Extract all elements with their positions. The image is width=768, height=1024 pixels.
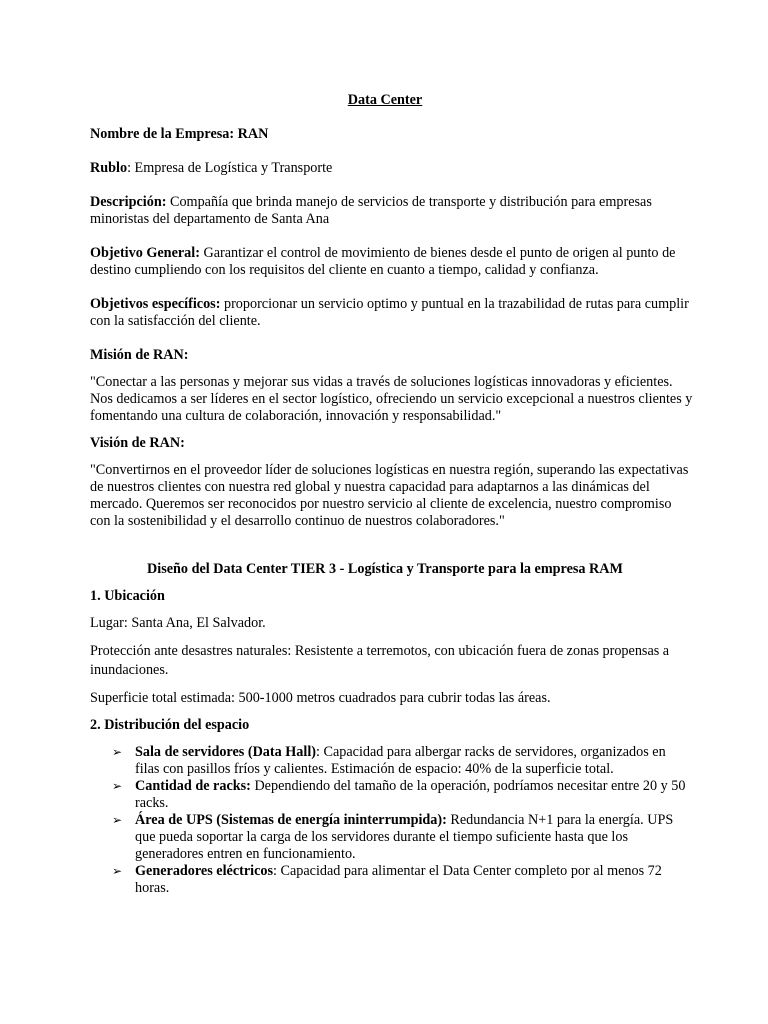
proteccion-text-1: Protección ante desastres naturales: Resistente a terremotos, con ubicación fuera de zonas propensas a — [90, 643, 670, 659]
mision-paragraph — [90, 374, 693, 425]
ubicacion-heading — [90, 588, 680, 605]
list-item — [90, 812, 680, 863]
arrow-bullet-icon: ➢ — [112, 813, 123, 827]
list-item-text-2: horas. — [135, 880, 170, 896]
document-title: Data Center — [347, 92, 423, 108]
descripcion-paragraph — [90, 194, 680, 228]
list-item — [90, 863, 680, 897]
vision-heading — [90, 435, 680, 452]
list-item-label: Cantidad de racks: — [135, 778, 251, 794]
company-name — [90, 126, 680, 143]
list-item — [90, 744, 680, 778]
objetivos-especificos-text-1: proporcionar un servicio optimo y puntual en la trazabilidad de rutas para cumplir — [220, 296, 689, 312]
list-item-label: Generadores eléctricos — [135, 863, 274, 879]
descripcion-text-1: Compañía que brinda manejo de servicios de transporte y distribución para empresas — [166, 194, 652, 210]
mision-text-3: fomentando una cultura de colaboración, innovación y responsabilidad." — [90, 408, 502, 424]
distribucion-heading — [90, 717, 680, 734]
proteccion-paragraph — [90, 642, 680, 680]
list-item-text-1: : Capacidad para albergar racks de servidores, organizados en — [316, 744, 666, 760]
arrow-bullet-icon: ➢ — [112, 779, 123, 793]
mision-text-2: Nos dedicamos a ser líderes en el sector logístico, ofreciendo un servicio excepcional a nuestros clientes y — [90, 391, 693, 407]
objetivo-general-label: Objetivo General: — [90, 245, 200, 261]
list-item-label: Sala de servidores (Data Hall) — [135, 744, 317, 760]
vision-paragraph — [90, 462, 689, 530]
vision-text-4: con la sostenibilidad y el desarrollo continuo de nuestros colaboradores." — [90, 513, 505, 529]
list-item-text-1: : Capacidad para alimentar el Data Center completo por al menos 72 — [273, 863, 662, 879]
list-item-text-2: que pueda soportar la carga de los servidores durante el tiempo suficiente hasta que los — [135, 829, 628, 845]
objetivo-general-text-1: Garantizar el control de movimiento de bienes desde el punto de origen al punto de — [199, 245, 676, 261]
distribucion-heading-text: 2. Distribución del espacio — [90, 717, 250, 733]
arrow-bullet-icon: ➢ — [112, 745, 123, 759]
vision-text-2: de nuestros clientes con nuestra red global y nuestra capacidad para adaptarnos a las dinámicas del — [90, 479, 650, 495]
ubicacion-heading-text: 1. Ubicación — [90, 588, 165, 604]
descripcion-text-2: minoristas del departamento de Santa Ana — [90, 211, 330, 227]
list-item-text-1: Redundancia N+1 para la energía. UPS — [446, 812, 674, 828]
mision-text-1: "Conectar a las personas y mejorar sus vidas a través de soluciones logísticas innovadoras y eficientes. — [90, 374, 673, 390]
arrow-bullet-icon: ➢ — [112, 864, 123, 878]
superficie-line: Superficie total estimada: 500-1000 metros cuadrados para cubrir todas las áreas. — [90, 690, 551, 706]
rublo-value: : Empresa de Logística y Transporte — [127, 160, 333, 176]
company-label: Nombre de la Empresa: RAN — [90, 126, 269, 142]
vision-text-3: mercado. Queremos ser reconocidos por nuestro servicio al cliente de excelencia, nuestro compromiso — [90, 496, 672, 512]
vision-text-1: "Convertirnos en el proveedor líder de soluciones logísticas en nuestra región, superando las expectativas — [90, 462, 689, 478]
objetivos-especificos-text-2: con la satisfacción del cliente. — [90, 313, 261, 329]
objetivo-general-text-2: destino cumpliendo con los requisitos del cliente en cuanto a tiempo, calidad y confianza. — [90, 262, 599, 278]
rublo-label: Rublo — [90, 160, 128, 176]
list-item-text-2: filas con pasillos fríos y calientes. Estimación de espacio: 40% de la superficie total. — [135, 761, 614, 777]
mision-heading-text: Misión de RAN: — [90, 347, 189, 363]
lugar-line: Lugar: Santa Ana, El Salvador. — [90, 615, 266, 631]
vision-heading-text: Visión de RAN: — [90, 435, 185, 451]
objetivo-general-paragraph — [90, 245, 680, 279]
objetivos-especificos-paragraph — [90, 296, 689, 330]
descripcion-label: Descripción: — [90, 194, 167, 210]
distribucion-list — [90, 744, 686, 897]
proteccion-text-2: inundaciones. — [90, 662, 169, 678]
list-item-label: Área de UPS (Sistemas de energía ininterrumpida): — [135, 812, 447, 828]
document-page — [90, 92, 693, 897]
objetivos-especificos-label: Objetivos específicos: — [90, 296, 221, 312]
list-item — [90, 778, 686, 812]
design-heading: Diseño del Data Center TIER 3 - Logística y Transporte para la empresa RAM — [147, 561, 623, 577]
rublo-line — [90, 160, 680, 177]
list-item-text-1: Dependiendo del tamaño de la operación, podríamos necesitar entre 20 y 50 — [250, 778, 686, 794]
list-item-text-3: generadores entren en funcionamiento. — [135, 846, 356, 862]
list-item-text-2: racks. — [135, 795, 169, 811]
mision-heading — [90, 347, 680, 364]
